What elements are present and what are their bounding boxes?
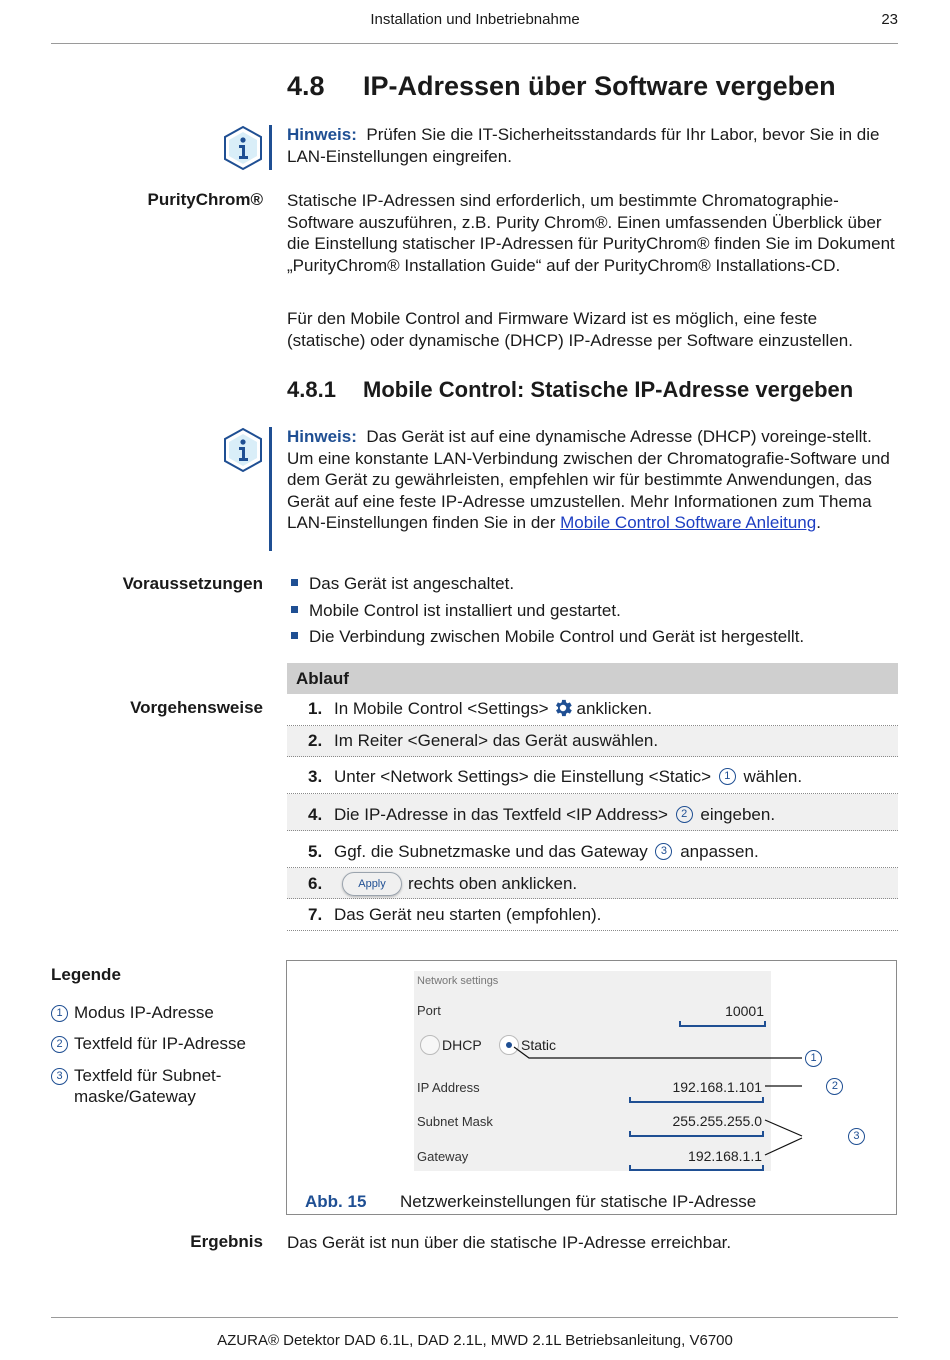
step-text-post: anklicken. — [576, 699, 653, 718]
purity-label: PurityChrom® — [147, 190, 263, 209]
gateway-label: Gateway — [417, 1149, 469, 1164]
bullet-square-icon — [291, 632, 298, 639]
step-text: Im Reiter <General> das Gerät auswählen. — [334, 731, 659, 750]
note-label: Hinweis: — [287, 427, 357, 446]
header-divider — [51, 43, 898, 44]
note-hint-2 — [287, 426, 899, 534]
note-label: Hinweis: — [287, 125, 357, 144]
note-text: Das Gerät ist auf eine dynamische Adresse (DHCP) voreinge-stellt. Um eine konstante LAN-Verbindung zwischen der Chromatografie-Software und dem Gerät zu gewährleisten, empfehlen wir für bestimmte Anwendungen, das Gerät auf eine feste IP-Adresse umzustellen. Mehr Informationen zum Thema LAN-Einstellungen finden Sie in der — [287, 427, 890, 533]
result-label: Ergebnis — [190, 1232, 263, 1251]
footer-text: AZURA® Detektor DAD 6.1L, DAD 2.1L, MWD 2.1L Betriebsanleitung, V6700 — [217, 1332, 733, 1349]
gear-icon — [552, 697, 574, 719]
list-item — [291, 624, 804, 651]
procedure-table-header — [287, 663, 898, 694]
section-heading — [287, 71, 836, 102]
legend-text: Textfeld für Subnet-maske/Gateway — [74, 1066, 222, 1106]
callout-number: 1 — [51, 1005, 68, 1022]
dhcp-label: DHCP — [442, 1037, 482, 1053]
ablauf-title: Ablauf — [296, 669, 349, 688]
step-text — [334, 794, 775, 836]
step-number: 5. — [308, 842, 323, 861]
port-label: Port — [417, 1003, 441, 1018]
page-number: 23 — [881, 11, 898, 28]
procedure-label: Vorgehensweise — [130, 698, 263, 717]
step-text — [334, 868, 577, 899]
note-end: . — [816, 513, 821, 533]
callout-lines — [287, 961, 896, 1214]
section-title: IP-Adressen über Software vergeben — [363, 71, 836, 101]
callout-number: 2 — [676, 806, 693, 823]
step-number: 7. — [308, 905, 323, 924]
step-text — [334, 757, 802, 797]
note-bar — [269, 125, 272, 170]
callout-number: 3 — [848, 1128, 865, 1145]
subsection-title: Mobile Control: Statische IP-Adresse vergeben — [363, 377, 854, 402]
procedure-step-3 — [287, 757, 898, 794]
list-item — [291, 571, 804, 598]
static-label: Static — [521, 1037, 557, 1053]
info-icon — [222, 125, 264, 171]
manual-link[interactable]: Mobile Control Software Anleitung — [560, 513, 817, 533]
step-text-post: anpassen. — [680, 842, 759, 861]
section-number: 4.8 — [287, 71, 325, 101]
procedure-step-4 — [287, 794, 898, 831]
port-value: 10001 — [725, 1003, 764, 1019]
prereq-label: Voraussetzungen — [122, 574, 263, 593]
step-text-post: rechts oben anklicken. — [408, 874, 578, 893]
callout-number: 3 — [51, 1068, 68, 1085]
step-text-pre: Die IP-Adresse in das Textfeld <IP Address> — [334, 805, 668, 824]
step-number: 3. — [308, 767, 323, 786]
procedure-step-6 — [287, 868, 898, 899]
running-title: Installation und Inbetriebnahme — [370, 11, 580, 28]
subsection-heading — [287, 377, 853, 403]
procedure-step-7 — [287, 899, 898, 931]
callout-number: 1 — [719, 768, 736, 785]
step-text — [334, 831, 759, 873]
bullet-square-icon — [291, 606, 298, 613]
prerequisite-text: Mobile Control ist installiert und gestartet. — [309, 600, 621, 620]
procedure-step-5 — [287, 831, 898, 868]
legend-title: Legende — [51, 965, 121, 984]
info-icon — [222, 427, 264, 473]
subnet-label: Subnet Mask — [417, 1114, 493, 1129]
caption-number: Abb. 15 — [305, 1192, 367, 1211]
note-hint-1 — [287, 124, 899, 167]
list-item — [291, 598, 804, 625]
step-number: 6. — [308, 874, 323, 893]
step-text-pre: In Mobile Control <Settings> — [334, 699, 549, 718]
legend-text: Modus IP-Adresse — [74, 1003, 214, 1022]
gateway-value: 192.168.1.1 — [688, 1148, 762, 1164]
footer-divider — [51, 1317, 898, 1318]
ip-label: IP Address — [417, 1080, 480, 1095]
step-text-pre: Unter <Network Settings> die Einstellung <Static> — [334, 767, 712, 786]
paragraph-mobile-control: Für den Mobile Control and Firmware Wizard ist es möglich, eine feste (statische) oder dynamische (DHCP) IP-Adresse per Software einzustellen. — [287, 309, 853, 350]
figure-caption — [305, 1192, 756, 1212]
subsection-number: 4.8.1 — [287, 377, 336, 402]
bullet-square-icon — [291, 579, 298, 586]
prerequisite-list — [291, 571, 804, 651]
callout-number: 1 — [805, 1050, 822, 1067]
screen-title: Network settings — [417, 975, 499, 987]
prerequisite-text: Die Verbindung zwischen Mobile Control und Gerät ist hergestellt. — [309, 627, 805, 646]
step-number: 2. — [308, 731, 323, 750]
callout-number: 3 — [655, 843, 672, 860]
prerequisite-text: Das Gerät ist angeschaltet. — [309, 574, 515, 593]
apply-button: Apply — [342, 872, 402, 896]
procedure-step-2 — [287, 726, 898, 757]
legend-text: Textfeld für IP-Adresse — [74, 1034, 246, 1053]
step-text — [334, 694, 652, 723]
subnet-value: 255.255.255.0 — [672, 1113, 762, 1129]
figure-box — [286, 960, 897, 1215]
step-number: 1. — [308, 699, 323, 718]
ip-value: 192.168.1.101 — [672, 1079, 762, 1095]
step-number: 4. — [308, 805, 323, 824]
step-text: Das Gerät neu starten (empfohlen). — [334, 905, 602, 924]
paragraph-static-ip: Statische IP-Adressen sind erforderlich, um bestimmte Chromatographie-Software auszuführen, z.B. Purity Chrom®. Einen umfassenden Überblick über die Einstellung statischer IP-Adressen für PurityChrom® finden Sie im Dokument „PurityChrom® Installation Guide“ auf der PurityChrom® Installations-CD. — [287, 191, 895, 275]
step-text-post: wählen. — [743, 767, 803, 786]
result-text: Das Gerät ist nun über die statische IP-Adresse erreichbar. — [287, 1233, 732, 1252]
procedure-step-1 — [287, 694, 898, 726]
caption-text: Netzwerkeinstellungen für statische IP-Adresse — [400, 1192, 757, 1211]
note-text: Prüfen Sie die IT-Sicherheitsstandards für Ihr Labor, bevor Sie in die LAN-Einstellungen eingreifen. — [287, 125, 880, 166]
step-text-pre: Ggf. die Subnetzmaske und das Gateway — [334, 842, 648, 861]
note-bar — [269, 427, 272, 551]
step-text-post: eingeben. — [700, 805, 776, 824]
callout-number: 2 — [826, 1078, 843, 1095]
callout-number: 2 — [51, 1036, 68, 1053]
